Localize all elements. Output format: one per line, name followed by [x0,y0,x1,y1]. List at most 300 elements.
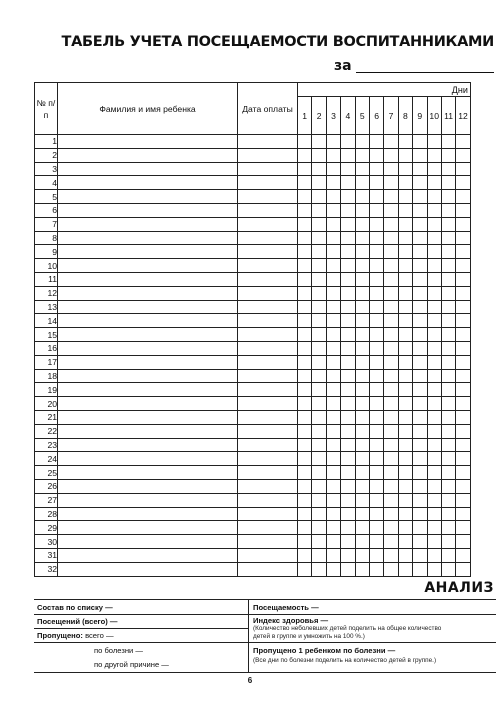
day-cell[interactable] [398,148,412,162]
day-cell[interactable] [326,452,340,466]
day-cell[interactable] [369,562,383,576]
day-cell[interactable] [341,328,355,342]
day-cell[interactable] [355,203,369,217]
day-cell[interactable] [456,203,471,217]
day-cell[interactable] [341,148,355,162]
day-cell[interactable] [298,535,312,549]
day-cell[interactable] [326,286,340,300]
day-cell[interactable] [298,548,312,562]
day-cell[interactable] [326,562,340,576]
day-cell[interactable] [341,369,355,383]
day-cell[interactable] [441,410,455,424]
day-cell[interactable] [369,355,383,369]
day-cell[interactable] [369,231,383,245]
day-cell[interactable] [298,272,312,286]
day-cell[interactable] [326,135,340,149]
day-cell[interactable] [427,535,441,549]
child-name-cell[interactable] [58,479,238,493]
day-cell[interactable] [413,259,427,273]
day-cell[interactable] [413,548,427,562]
day-cell[interactable] [413,452,427,466]
day-cell[interactable] [384,562,398,576]
day-cell[interactable] [369,535,383,549]
day-cell[interactable] [298,479,312,493]
day-cell[interactable] [341,535,355,549]
day-cell[interactable] [355,217,369,231]
payment-date-cell[interactable] [238,383,298,397]
day-cell[interactable] [298,328,312,342]
payment-date-cell[interactable] [238,397,298,411]
day-cell[interactable] [298,507,312,521]
day-cell[interactable] [369,300,383,314]
day-cell[interactable] [355,466,369,480]
day-cell[interactable] [398,217,412,231]
day-cell[interactable] [427,231,441,245]
day-cell[interactable] [341,521,355,535]
day-cell[interactable] [369,341,383,355]
payment-date-cell[interactable] [238,259,298,273]
day-cell[interactable] [398,562,412,576]
day-cell[interactable] [398,314,412,328]
day-cell[interactable] [312,466,326,480]
day-cell[interactable] [427,300,441,314]
day-cell[interactable] [369,314,383,328]
day-cell[interactable] [384,355,398,369]
payment-date-cell[interactable] [238,507,298,521]
day-cell[interactable] [312,314,326,328]
day-cell[interactable] [456,272,471,286]
day-cell[interactable] [398,272,412,286]
payment-date-cell[interactable] [238,466,298,480]
day-cell[interactable] [456,245,471,259]
day-cell[interactable] [341,383,355,397]
day-cell[interactable] [441,424,455,438]
day-cell[interactable] [341,190,355,204]
day-cell[interactable] [456,438,471,452]
day-cell[interactable] [441,245,455,259]
day-cell[interactable] [384,328,398,342]
child-name-cell[interactable] [58,217,238,231]
day-cell[interactable] [369,217,383,231]
day-cell[interactable] [398,521,412,535]
day-cell[interactable] [398,383,412,397]
day-cell[interactable] [355,314,369,328]
payment-date-cell[interactable] [238,521,298,535]
payment-date-cell[interactable] [238,479,298,493]
payment-date-cell[interactable] [238,314,298,328]
payment-date-cell[interactable] [238,162,298,176]
day-cell[interactable] [341,355,355,369]
day-cell[interactable] [456,300,471,314]
day-cell[interactable] [312,369,326,383]
day-cell[interactable] [312,162,326,176]
day-cell[interactable] [326,535,340,549]
day-cell[interactable] [326,521,340,535]
day-cell[interactable] [341,286,355,300]
child-name-cell[interactable] [58,272,238,286]
day-cell[interactable] [355,190,369,204]
day-cell[interactable] [384,493,398,507]
day-cell[interactable] [341,562,355,576]
day-cell[interactable] [326,259,340,273]
day-cell[interactable] [427,355,441,369]
day-cell[interactable] [456,397,471,411]
day-cell[interactable] [355,397,369,411]
day-cell[interactable] [312,479,326,493]
day-cell[interactable] [441,452,455,466]
day-cell[interactable] [456,507,471,521]
day-cell[interactable] [384,424,398,438]
child-name-cell[interactable] [58,286,238,300]
day-cell[interactable] [312,272,326,286]
day-cell[interactable] [298,314,312,328]
day-cell[interactable] [413,231,427,245]
day-cell[interactable] [312,562,326,576]
payment-date-cell[interactable] [238,328,298,342]
day-cell[interactable] [413,493,427,507]
day-cell[interactable] [413,135,427,149]
day-cell[interactable] [441,203,455,217]
day-cell[interactable] [326,479,340,493]
day-cell[interactable] [312,548,326,562]
day-cell[interactable] [326,176,340,190]
day-cell[interactable] [369,369,383,383]
day-cell[interactable] [413,397,427,411]
payment-date-cell[interactable] [238,562,298,576]
payment-date-cell[interactable] [238,286,298,300]
day-cell[interactable] [427,493,441,507]
day-cell[interactable] [341,176,355,190]
day-cell[interactable] [456,148,471,162]
day-cell[interactable] [456,286,471,300]
day-cell[interactable] [398,438,412,452]
day-cell[interactable] [456,231,471,245]
child-name-cell[interactable] [58,245,238,259]
day-cell[interactable] [341,162,355,176]
day-cell[interactable] [298,397,312,411]
day-cell[interactable] [456,493,471,507]
day-cell[interactable] [312,176,326,190]
day-cell[interactable] [413,328,427,342]
day-cell[interactable] [355,135,369,149]
day-cell[interactable] [369,286,383,300]
day-cell[interactable] [341,272,355,286]
day-cell[interactable] [312,397,326,411]
day-cell[interactable] [369,190,383,204]
day-cell[interactable] [355,162,369,176]
day-cell[interactable] [456,369,471,383]
day-cell[interactable] [312,355,326,369]
payment-date-cell[interactable] [238,217,298,231]
day-cell[interactable] [312,259,326,273]
day-cell[interactable] [398,493,412,507]
day-cell[interactable] [369,521,383,535]
payment-date-cell[interactable] [238,190,298,204]
day-cell[interactable] [326,272,340,286]
day-cell[interactable] [312,507,326,521]
day-cell[interactable] [341,452,355,466]
day-cell[interactable] [427,217,441,231]
day-cell[interactable] [398,507,412,521]
child-name-cell[interactable] [58,259,238,273]
day-cell[interactable] [369,452,383,466]
day-cell[interactable] [384,341,398,355]
child-name-cell[interactable] [58,452,238,466]
day-cell[interactable] [427,397,441,411]
day-cell[interactable] [427,507,441,521]
day-cell[interactable] [441,493,455,507]
day-cell[interactable] [413,410,427,424]
day-cell[interactable] [298,383,312,397]
payment-date-cell[interactable] [238,548,298,562]
day-cell[interactable] [441,438,455,452]
day-cell[interactable] [312,424,326,438]
day-cell[interactable] [341,466,355,480]
period-field[interactable] [330,58,494,76]
day-cell[interactable] [298,148,312,162]
day-cell[interactable] [384,535,398,549]
day-cell[interactable] [456,190,471,204]
day-cell[interactable] [326,410,340,424]
payment-date-cell[interactable] [238,410,298,424]
day-cell[interactable] [369,203,383,217]
payment-date-cell[interactable] [238,493,298,507]
day-cell[interactable] [427,203,441,217]
day-cell[interactable] [441,259,455,273]
day-cell[interactable] [456,383,471,397]
day-cell[interactable] [427,521,441,535]
day-cell[interactable] [413,190,427,204]
day-cell[interactable] [312,135,326,149]
payment-date-cell[interactable] [238,535,298,549]
day-cell[interactable] [326,397,340,411]
day-cell[interactable] [312,383,326,397]
child-name-cell[interactable] [58,203,238,217]
child-name-cell[interactable] [58,507,238,521]
day-cell[interactable] [355,300,369,314]
day-cell[interactable] [441,355,455,369]
day-cell[interactable] [413,245,427,259]
day-cell[interactable] [355,521,369,535]
day-cell[interactable] [355,535,369,549]
day-cell[interactable] [298,245,312,259]
day-cell[interactable] [456,424,471,438]
day-cell[interactable] [326,203,340,217]
day-cell[interactable] [398,231,412,245]
day-cell[interactable] [369,507,383,521]
day-cell[interactable] [355,286,369,300]
day-cell[interactable] [384,548,398,562]
payment-date-cell[interactable] [238,452,298,466]
day-cell[interactable] [312,245,326,259]
day-cell[interactable] [427,135,441,149]
day-cell[interactable] [456,452,471,466]
child-name-cell[interactable] [58,521,238,535]
day-cell[interactable] [298,259,312,273]
day-cell[interactable] [384,383,398,397]
day-cell[interactable] [298,466,312,480]
day-cell[interactable] [441,507,455,521]
day-cell[interactable] [441,341,455,355]
day-cell[interactable] [355,410,369,424]
day-cell[interactable] [355,507,369,521]
day-cell[interactable] [312,328,326,342]
day-cell[interactable] [427,328,441,342]
day-cell[interactable] [456,341,471,355]
day-cell[interactable] [398,466,412,480]
day-cell[interactable] [456,355,471,369]
day-cell[interactable] [341,259,355,273]
day-cell[interactable] [341,410,355,424]
day-cell[interactable] [312,286,326,300]
child-name-cell[interactable] [58,535,238,549]
day-cell[interactable] [341,341,355,355]
day-cell[interactable] [384,148,398,162]
day-cell[interactable] [398,300,412,314]
day-cell[interactable] [427,562,441,576]
day-cell[interactable] [312,190,326,204]
day-cell[interactable] [341,135,355,149]
child-name-cell[interactable] [58,438,238,452]
day-cell[interactable] [456,466,471,480]
payment-date-cell[interactable] [238,438,298,452]
day-cell[interactable] [312,231,326,245]
day-cell[interactable] [298,190,312,204]
day-cell[interactable] [341,203,355,217]
day-cell[interactable] [384,466,398,480]
day-cell[interactable] [427,479,441,493]
day-cell[interactable] [427,314,441,328]
day-cell[interactable] [413,341,427,355]
child-name-cell[interactable] [58,314,238,328]
child-name-cell[interactable] [58,328,238,342]
day-cell[interactable] [312,341,326,355]
day-cell[interactable] [441,176,455,190]
day-cell[interactable] [355,176,369,190]
child-name-cell[interactable] [58,466,238,480]
day-cell[interactable] [341,245,355,259]
day-cell[interactable] [427,259,441,273]
day-cell[interactable] [312,521,326,535]
day-cell[interactable] [384,314,398,328]
day-cell[interactable] [427,176,441,190]
day-cell[interactable] [456,548,471,562]
day-cell[interactable] [441,272,455,286]
day-cell[interactable] [384,507,398,521]
day-cell[interactable] [427,190,441,204]
day-cell[interactable] [398,397,412,411]
day-cell[interactable] [413,438,427,452]
day-cell[interactable] [413,217,427,231]
day-cell[interactable] [441,217,455,231]
day-cell[interactable] [326,438,340,452]
day-cell[interactable] [369,272,383,286]
day-cell[interactable] [298,162,312,176]
day-cell[interactable] [341,231,355,245]
day-cell[interactable] [398,245,412,259]
day-cell[interactable] [441,535,455,549]
day-cell[interactable] [456,135,471,149]
day-cell[interactable] [384,135,398,149]
day-cell[interactable] [355,452,369,466]
day-cell[interactable] [413,286,427,300]
day-cell[interactable] [398,369,412,383]
day-cell[interactable] [441,328,455,342]
day-cell[interactable] [298,286,312,300]
day-cell[interactable] [355,424,369,438]
day-cell[interactable] [298,521,312,535]
child-name-cell[interactable] [58,231,238,245]
day-cell[interactable] [456,562,471,576]
day-cell[interactable] [427,548,441,562]
day-cell[interactable] [369,397,383,411]
day-cell[interactable] [298,424,312,438]
day-cell[interactable] [326,245,340,259]
day-cell[interactable] [427,245,441,259]
day-cell[interactable] [441,369,455,383]
day-cell[interactable] [456,410,471,424]
day-cell[interactable] [341,397,355,411]
day-cell[interactable] [326,493,340,507]
day-cell[interactable] [326,383,340,397]
day-cell[interactable] [413,272,427,286]
day-cell[interactable] [441,231,455,245]
day-cell[interactable] [413,383,427,397]
child-name-cell[interactable] [58,562,238,576]
day-cell[interactable] [355,272,369,286]
day-cell[interactable] [413,203,427,217]
day-cell[interactable] [398,341,412,355]
day-cell[interactable] [326,190,340,204]
day-cell[interactable] [369,148,383,162]
day-cell[interactable] [441,148,455,162]
child-name-cell[interactable] [58,369,238,383]
day-cell[interactable] [326,548,340,562]
day-cell[interactable] [398,452,412,466]
day-cell[interactable] [384,259,398,273]
day-cell[interactable] [398,162,412,176]
day-cell[interactable] [369,438,383,452]
day-cell[interactable] [384,162,398,176]
day-cell[interactable] [369,466,383,480]
day-cell[interactable] [427,438,441,452]
day-cell[interactable] [398,328,412,342]
day-cell[interactable] [312,410,326,424]
day-cell[interactable] [384,479,398,493]
day-cell[interactable] [298,231,312,245]
day-cell[interactable] [312,217,326,231]
day-cell[interactable] [341,300,355,314]
day-cell[interactable] [441,190,455,204]
day-cell[interactable] [398,548,412,562]
day-cell[interactable] [341,424,355,438]
day-cell[interactable] [355,479,369,493]
payment-date-cell[interactable] [238,369,298,383]
day-cell[interactable] [326,148,340,162]
child-name-cell[interactable] [58,397,238,411]
day-cell[interactable] [298,452,312,466]
day-cell[interactable] [355,259,369,273]
day-cell[interactable] [398,135,412,149]
payment-date-cell[interactable] [238,148,298,162]
day-cell[interactable] [384,176,398,190]
day-cell[interactable] [369,176,383,190]
day-cell[interactable] [456,259,471,273]
day-cell[interactable] [413,176,427,190]
child-name-cell[interactable] [58,424,238,438]
day-cell[interactable] [326,217,340,231]
day-cell[interactable] [369,424,383,438]
